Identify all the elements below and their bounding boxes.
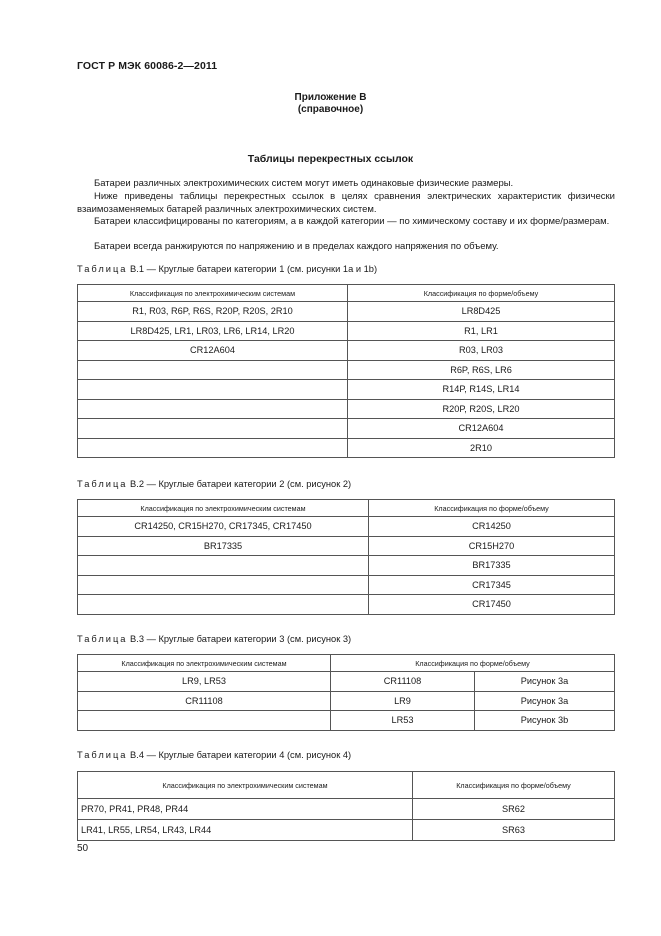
table-cell: BR17335 (78, 536, 369, 556)
table-row (78, 556, 615, 576)
table-caption-text: В.3 — Круглые батареи категории 3 (см. рисунок 3) (127, 634, 352, 644)
table-cell: CR17345 (369, 575, 615, 595)
column-header: Классификация по электрохимическим системам (78, 655, 331, 672)
table-row (78, 536, 615, 556)
table-cell: PR70, PR41, PR48, PR44 (78, 799, 413, 820)
table-row (78, 438, 615, 458)
table-cell: CR12A604 (78, 341, 348, 361)
paragraph: Батареи всегда ранжируются по напряжению и в пределах каждого напряжения по объему. (94, 241, 499, 252)
column-header: Классификация по форме/объему (331, 655, 615, 672)
table-row (78, 517, 615, 537)
table-cell: Рисунок 3а (475, 691, 615, 711)
table-cell (78, 575, 369, 595)
table-cell (78, 711, 331, 731)
column-header: Классификация по электрохимическим системам (78, 500, 369, 517)
column-header: Классификация по форме/объему (369, 500, 615, 517)
table-cell: R1, R03, R6P, R6S, R20P, R20S, 2R10 (78, 302, 348, 322)
table-cell: R03, LR03 (348, 341, 615, 361)
table-cell: CR11108 (331, 672, 475, 692)
table-cell: BR17335 (369, 556, 615, 576)
table-cell: R1, LR1 (348, 321, 615, 341)
document-header: ГОСТ Р МЭК 60086-2—2011 (77, 60, 218, 72)
table-row (78, 341, 615, 361)
table-cell: R20P, R20S, LR20 (348, 399, 615, 419)
table-cell: CR17450 (369, 595, 615, 615)
table-b4 (77, 771, 615, 841)
table-cell: SR62 (413, 799, 615, 820)
table-cell: CR12A604 (348, 419, 615, 439)
table-cell: SR63 (413, 820, 615, 841)
section-title: Таблицы перекрестных ссылок (247, 153, 414, 165)
table-row (78, 691, 615, 711)
table-row (78, 595, 615, 615)
appendix-title: Приложение В (294, 92, 367, 103)
table-cell (78, 360, 348, 380)
table-row (78, 302, 615, 322)
table-caption (77, 264, 377, 274)
table-cell (78, 438, 348, 458)
page-number: 50 (77, 843, 89, 854)
table-cell: CR14250 (369, 517, 615, 537)
table-caption-label: Таблица (77, 750, 128, 760)
table-cell: Рисунок 3b (475, 711, 615, 731)
table-row (78, 321, 615, 341)
table-cell (78, 380, 348, 400)
table-row (78, 360, 615, 380)
table-caption-label: Таблица (77, 479, 128, 489)
table-cell: Рисунок 3а (475, 672, 615, 692)
table-row (78, 711, 615, 731)
column-header: Классификация по электрохимическим системам (78, 772, 413, 799)
table-cell: LR41, LR55, LR54, LR43, LR44 (78, 820, 413, 841)
table-row (78, 575, 615, 595)
table-cell (78, 419, 348, 439)
table-caption-text: В.2 — Круглые батареи категории 2 (см. рисунок 2) (127, 479, 352, 489)
table-cell: LR9, LR53 (78, 672, 331, 692)
table-cell: LR53 (331, 711, 475, 731)
table-cell: R6P, R6S, LR6 (348, 360, 615, 380)
table-row (78, 799, 615, 820)
table-cell: LR8D425 (348, 302, 615, 322)
table-cell: CR14250, CR15H270, CR17345, CR17450 (78, 517, 369, 537)
table-cell: LR9 (331, 691, 475, 711)
table-caption (77, 634, 351, 644)
table-caption (77, 750, 351, 760)
column-header: Классификация по электрохимическим системам (78, 285, 348, 302)
table-row (78, 672, 615, 692)
table-b1 (77, 284, 615, 458)
table-cell: CR15H270 (369, 536, 615, 556)
table-row (78, 380, 615, 400)
column-header: Классификация по форме/объему (348, 285, 615, 302)
table-cell: CR11108 (78, 691, 331, 711)
table-row (78, 419, 615, 439)
table-row (78, 399, 615, 419)
table-caption-label: Таблица (77, 634, 128, 644)
table-caption-text: В.4 — Круглые батареи категории 4 (см. рисунок 4) (127, 750, 352, 760)
table-cell: R14P, R14S, LR14 (348, 380, 615, 400)
table-b2 (77, 499, 615, 615)
table-b3 (77, 654, 615, 731)
paragraph: Батареи классифицированы по категориям, а в каждой категории — по химическому составу и их форме/размерам. (94, 216, 610, 227)
table-row (78, 820, 615, 841)
table-cell: LR8D425, LR1, LR03, LR6, LR14, LR20 (78, 321, 348, 341)
table-caption (77, 479, 351, 489)
table-cell (78, 595, 369, 615)
column-header: Классификация по форме/объему (413, 772, 615, 799)
paragraph: Ниже приведены таблицы перекрестных ссылок в целях сравнения электрических характеристик физически взаимозаменяемых батарей различных электрохимических систем. (77, 191, 615, 215)
table-cell: 2R10 (348, 438, 615, 458)
table-caption-text: В.1 — Круглые батареи категории 1 (см. рисунки 1а и 1b) (127, 264, 378, 274)
table-cell (78, 399, 348, 419)
table-cell (78, 556, 369, 576)
paragraph: Батареи различных электрохимических систем могут иметь одинаковые физические размеры. (94, 178, 514, 189)
table-caption-label: Таблица (77, 264, 128, 274)
appendix-subtitle: (справочное) (297, 104, 364, 115)
